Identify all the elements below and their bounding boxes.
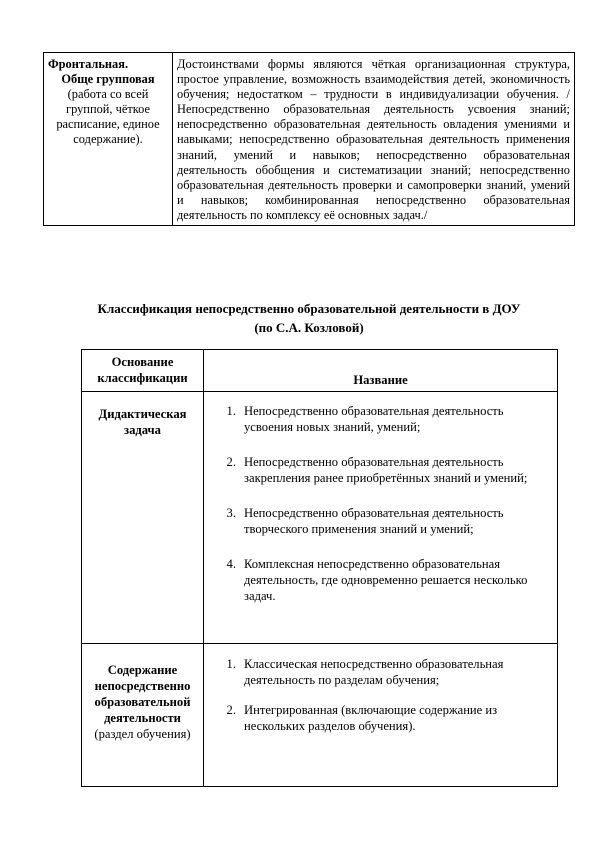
- basis-content-title: Содержание непосредственно образовательной деятельности: [94, 663, 191, 725]
- form-name-cell: [44, 53, 173, 226]
- table-row: [44, 53, 575, 226]
- form-name-title: Фронтальная.: [48, 57, 129, 71]
- row-basis-didactic: Дидактическая задача: [82, 392, 204, 644]
- form-name-description: (работа со всей группой, чёткое расписание, единое содержание).: [56, 87, 160, 147]
- list-item: [214, 556, 549, 604]
- row-items-didactic: [204, 392, 558, 644]
- row-basis-content: [82, 644, 204, 787]
- list-item: [214, 702, 549, 734]
- section-heading: [43, 299, 575, 337]
- list-text: Непосредственно образовательная деятельность усвоения новых знаний, умений;: [244, 404, 504, 434]
- form-name-subtitle: Обще групповая: [61, 72, 155, 87]
- list-number: 1.: [226, 404, 236, 418]
- forms-table: [43, 52, 575, 226]
- table-row: [82, 644, 558, 787]
- numbered-list: [214, 656, 549, 734]
- list-item: [214, 454, 549, 486]
- table-header-row: [82, 350, 558, 392]
- heading-author: (по С.А. Козловой): [254, 320, 364, 335]
- list-text: Классическая непосредственно образовательная деятельность по разделам обучения;: [244, 657, 504, 687]
- list-number: 3.: [226, 506, 236, 520]
- list-number: 2.: [226, 455, 236, 469]
- numbered-list: [214, 403, 549, 604]
- list-number: 1.: [226, 657, 236, 671]
- list-number: 2.: [226, 703, 236, 717]
- table-row: [82, 392, 558, 644]
- list-text: Непосредственно образовательная деятельность творческого применения знаний и умений;: [244, 506, 504, 536]
- list-number: 4.: [226, 557, 236, 571]
- header-name: Название: [204, 350, 558, 392]
- list-item: [214, 505, 549, 537]
- list-text: Комплексная непосредственно образовательная деятельность, где одновременно решается несколько задач.: [244, 557, 528, 603]
- classification-table: [81, 349, 558, 787]
- header-basis: Основание классификации: [82, 350, 204, 392]
- form-description-text: Достоинствами формы являются чёткая организационная структура, простое управление, возможность взаимодействия детей, экономичность обучения; недостатком – трудности в индивидуализации обучения. /Непосредственно образовательная деятельность усвоения знаний; непосредственно образовательная деятельность овладения умениями и навыками; непосредственно образовательная деятельность применения знаний, умений и навыков; непосредственно образовательная деятельность обобщения и систематизации знаний; непосредственно образовательная деятельность проверки и самопроверки знаний, умений и навыков; комбинированная непосредственно образовательная деятельность по комплексу её основных задач./: [177, 57, 570, 222]
- list-item: [214, 656, 549, 688]
- list-item: [214, 403, 549, 435]
- form-description-cell: [173, 53, 575, 226]
- row-items-content: [204, 644, 558, 787]
- basis-content-note: (раздел обучения): [94, 727, 191, 741]
- list-text: Интегрированная (включающие содержание из нескольких разделов обучения).: [244, 703, 498, 733]
- list-text: Непосредственно образовательная деятельность закрепления ранее приобретённых знаний и умений;: [244, 455, 528, 485]
- heading-title: Классификация непосредственно образовательной деятельности в ДОУ: [97, 301, 521, 316]
